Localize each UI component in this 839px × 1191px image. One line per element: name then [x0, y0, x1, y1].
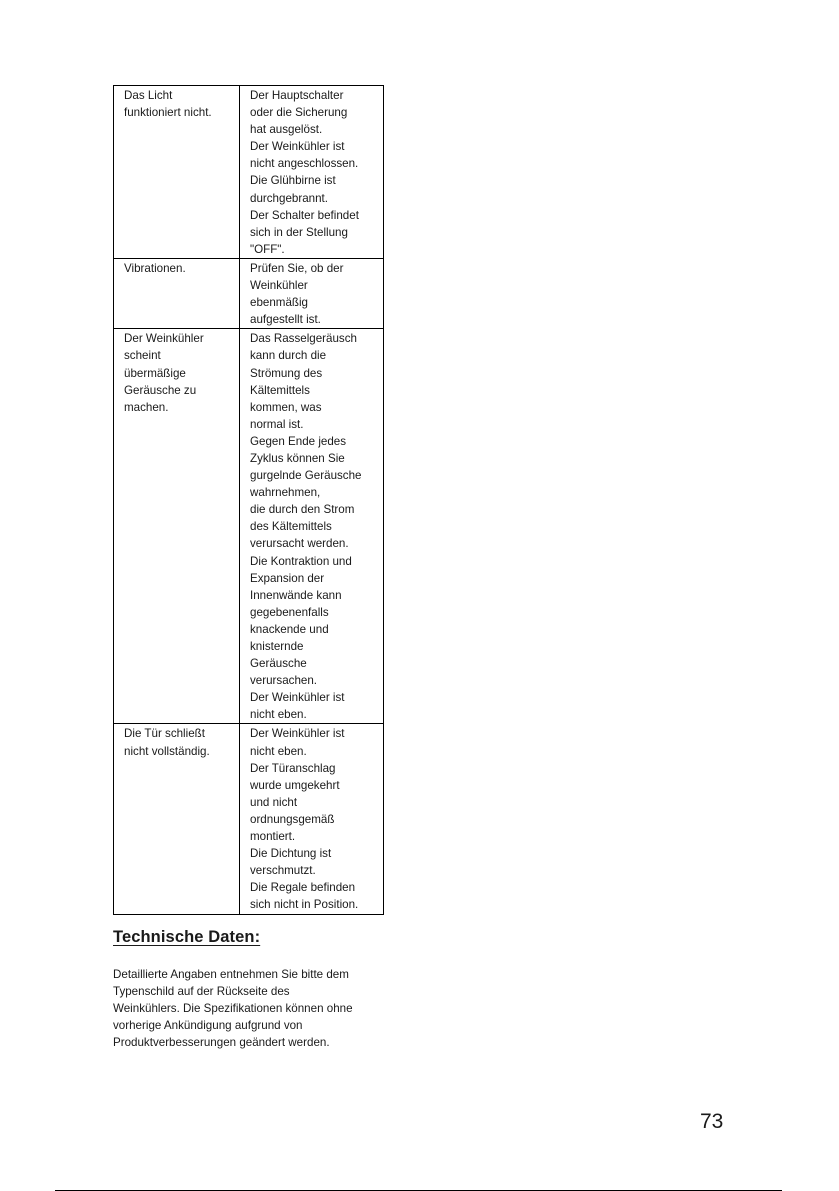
table-row: [114, 724, 384, 914]
problem-cell: Vibrationen.: [114, 258, 240, 328]
cause-cell: Der Weinkühler ist nicht eben. Der Türanschlag wurde umgekehrt und nicht ordnungsgemäß montiert. Die Dichtung ist verschmutzt. Die Regale befinden sich nicht in Position.: [240, 724, 384, 914]
troubleshooting-table: [113, 85, 384, 915]
table-row: [114, 258, 384, 328]
table-row: [114, 329, 384, 724]
problem-cell: Das Licht funktioniert nicht.: [114, 86, 240, 259]
technical-data-heading: Technische Daten:: [113, 928, 261, 946]
cause-cell: Prüfen Sie, ob der Weinkühler ebenmäßig aufgestellt ist.: [240, 258, 384, 328]
problem-cell: Die Tür schließt nicht vollständig.: [114, 724, 240, 914]
cause-cell: Der Hauptschalter oder die Sicherung hat ausgelöst. Der Weinkühler ist nicht angeschlossen. Die Glühbirne ist durchgebrannt. Der Schalter befindet sich in der Stellung "OFF".: [240, 86, 384, 259]
page-number: 73: [700, 1110, 724, 1133]
cause-cell: Das Rasselgeräusch kann durch die Strömung des Kältemittels kommen, was normal ist. Gegen Ende jedes Zyklus können Sie gurgelnde Geräusche wahrnehmen, die durch den Strom des Kältemittels verursacht werden. Die Kontraktion und Expansion der Innenwände kann gegebenenfalls knackende und knisternde Geräusche verursachen. Der Weinkühler ist nicht eben.: [240, 329, 384, 724]
problem-cell: Der Weinkühler scheint übermäßige Geräusche zu machen.: [114, 329, 240, 724]
table-row: [114, 86, 384, 259]
technical-data-text: Detaillierte Angaben entnehmen Sie bitte dem Typenschild auf der Rückseite des Weinkühlers. Die Spezifikationen können ohne vorherige Ankündigung aufgrund von Produktverbesserungen geändert werden.: [113, 968, 353, 1050]
